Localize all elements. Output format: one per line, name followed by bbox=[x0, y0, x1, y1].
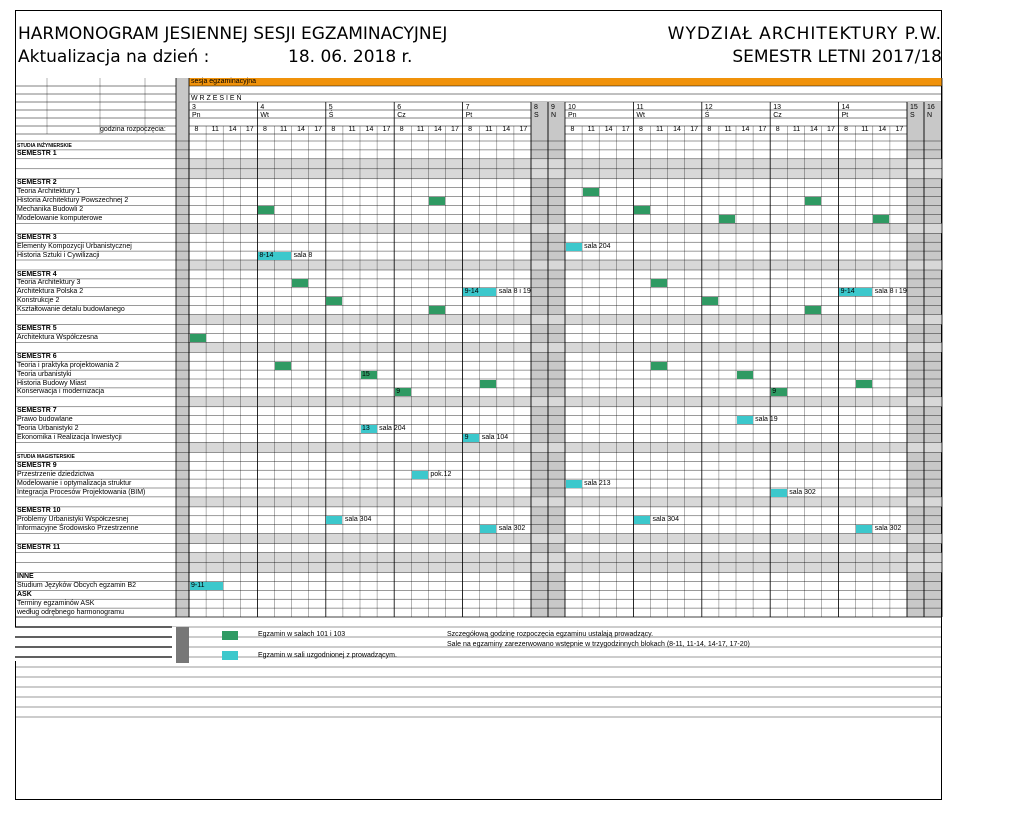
hour-label: 14 bbox=[809, 126, 818, 133]
hour-label: 8 bbox=[331, 126, 336, 133]
day-name: Cz bbox=[773, 112, 782, 119]
exam-room: sala 304 bbox=[344, 516, 372, 524]
row-label: Teoria Urbanistyki 2 bbox=[17, 425, 79, 433]
hour-label: 11 bbox=[792, 126, 801, 133]
exam-block bbox=[856, 380, 872, 388]
row-label: Teoria Architektury 1 bbox=[17, 188, 81, 196]
hour-label: 11 bbox=[416, 126, 425, 133]
hour-label: 8 bbox=[570, 126, 575, 133]
row-label: Konstrukcje 2 bbox=[17, 297, 60, 305]
row-label: Historia Budowy Miast bbox=[17, 379, 87, 387]
semester-name: SEMESTR LETNI 2017/18 bbox=[732, 47, 942, 67]
exam-block bbox=[258, 206, 274, 214]
separator-row bbox=[189, 159, 942, 169]
row-label: Integracja Procesów Projektowania (BIM) bbox=[17, 488, 146, 496]
exam-time: 9-14 bbox=[464, 288, 479, 296]
hour-label: 17 bbox=[621, 126, 630, 133]
day-number: 6 bbox=[397, 104, 402, 111]
hour-label: 17 bbox=[895, 126, 904, 133]
hour-label: 8 bbox=[844, 126, 849, 133]
start-hour-label: godzina rozpoczęcia: bbox=[100, 126, 166, 133]
hour-label: 8 bbox=[707, 126, 712, 133]
exam-block bbox=[190, 334, 206, 342]
row-label: SEMESTR 3 bbox=[17, 233, 57, 241]
legend-green-label: Egzamin w salach 101 i 103 bbox=[258, 631, 346, 638]
exam-time: 9 bbox=[464, 434, 469, 441]
row-label: Teoria i praktyka projektowania 2 bbox=[17, 361, 119, 369]
day-number: 3 bbox=[192, 104, 196, 111]
day-name: N bbox=[551, 112, 557, 119]
row-label: SEMESTR 11 bbox=[17, 544, 61, 552]
exam-time: 13 bbox=[362, 425, 370, 433]
exam-room: sala 302 bbox=[874, 525, 902, 533]
hour-label: 17 bbox=[690, 126, 699, 133]
update-date: 18. 06. 2018 r. bbox=[288, 47, 413, 67]
row-label: SEMESTR 9 bbox=[17, 461, 57, 469]
exam-block bbox=[651, 362, 667, 370]
hour-label: 11 bbox=[485, 126, 493, 133]
hour-label: 17 bbox=[827, 126, 835, 133]
exam-block bbox=[737, 371, 753, 379]
row-label: Modelowanie komputerowe bbox=[17, 214, 103, 222]
exam-room: pok.12 bbox=[430, 470, 452, 478]
row-label: SEMESTR 6 bbox=[17, 352, 57, 360]
exam-room: sala 213 bbox=[584, 479, 611, 487]
exam-block bbox=[873, 215, 889, 223]
row-label: SEMESTR 1 bbox=[17, 150, 57, 158]
exam-time: 9 bbox=[772, 388, 777, 396]
legend-note-1: Szczegółową godzinę rozpoczęcia egzaminu ustalają prowadzący. bbox=[447, 631, 654, 638]
exam-time: 9 bbox=[396, 388, 401, 396]
exam-time: 8-14 bbox=[259, 251, 274, 259]
exam-block bbox=[412, 471, 428, 479]
hour-label: 11 bbox=[211, 126, 219, 133]
row-label: Mechanika Budowli 2 bbox=[17, 206, 84, 213]
day-name: Ś bbox=[328, 112, 334, 119]
hour-label: 14 bbox=[433, 126, 442, 133]
day-number: 4 bbox=[260, 104, 265, 111]
row-label: Kształtowanie detalu budowlanego bbox=[17, 306, 125, 314]
exam-block bbox=[805, 197, 821, 205]
exam-room: sala 204 bbox=[379, 425, 406, 433]
exam-block bbox=[275, 362, 291, 370]
hour-label: 8 bbox=[638, 126, 643, 133]
exam-room: sala 8 i 19 bbox=[498, 288, 531, 296]
hour-label: 17 bbox=[245, 126, 254, 133]
exam-room: sala 8 i 19 bbox=[874, 288, 907, 296]
separator-row bbox=[189, 260, 942, 270]
day-name: Wt bbox=[260, 112, 269, 119]
separator-row bbox=[189, 315, 942, 325]
hour-label: 14 bbox=[673, 126, 681, 133]
hour-label: 17 bbox=[451, 126, 459, 133]
hour-label: 8 bbox=[262, 126, 267, 133]
row-label: Prawo budowlane bbox=[17, 416, 73, 424]
row-label: STUDIA MAGISTERSKIE bbox=[17, 453, 75, 460]
day-name: S bbox=[910, 112, 915, 119]
row-label: Architektura Współczesna bbox=[17, 333, 98, 341]
hour-label: 14 bbox=[228, 126, 237, 133]
row-label: Informacyjne Środowisko Przestrzenne bbox=[17, 525, 139, 533]
exam-block bbox=[702, 297, 718, 305]
row-label: Problemy Urbanistyki Współczesnej bbox=[17, 516, 129, 524]
separator-row bbox=[189, 442, 942, 452]
row-label: Przestrzenie dziedzictwa bbox=[17, 470, 95, 478]
exam-block bbox=[805, 306, 821, 314]
exam-block bbox=[480, 380, 496, 388]
row-label: Ekonomika i Realizacja Inwestycji bbox=[17, 434, 122, 441]
exam-block bbox=[480, 525, 496, 533]
separator-row bbox=[189, 169, 942, 179]
exam-block bbox=[737, 416, 753, 424]
separator-row bbox=[189, 397, 942, 407]
day-name: Pt bbox=[841, 112, 849, 119]
hour-label: 14 bbox=[604, 126, 613, 133]
row-label: według odrębnego harmonogramu bbox=[17, 608, 125, 616]
legend-left bbox=[15, 627, 176, 661]
hour-label: 14 bbox=[878, 126, 887, 133]
day-number: 15 bbox=[910, 104, 918, 111]
hour-label: 8 bbox=[399, 126, 404, 133]
exam-block bbox=[566, 480, 582, 488]
row-label: ASK bbox=[17, 590, 32, 598]
row-label: Elementy Kompozycji Urbanistycznej bbox=[17, 242, 132, 250]
exam-block bbox=[326, 297, 342, 305]
row-label: SEMESTR 5 bbox=[17, 325, 57, 332]
exam-block bbox=[634, 206, 650, 214]
hour-label: 11 bbox=[724, 126, 732, 133]
hour-label: 17 bbox=[758, 126, 767, 133]
day-number: 5 bbox=[328, 104, 333, 111]
day-name: Wt bbox=[636, 112, 645, 119]
update-label: Aktualizacja na dzień : bbox=[18, 47, 210, 67]
day-number: 11 bbox=[636, 104, 644, 111]
row-label: Architektura Polska 2 bbox=[17, 288, 84, 296]
row-label: Historia Sztuki i Cywilizacji bbox=[17, 251, 100, 259]
day-name: Pt bbox=[465, 112, 473, 119]
legend-dark-column bbox=[176, 627, 189, 663]
session-bar bbox=[189, 78, 942, 86]
exam-time: 9-14 bbox=[840, 288, 855, 296]
exam-time: 15 bbox=[362, 370, 370, 378]
page-title: HARMONOGRAM JESIENNEJ SESJI EGZAMINACYJNEJ bbox=[18, 24, 448, 44]
separator-row bbox=[189, 534, 942, 544]
day-number: 13 bbox=[773, 104, 781, 111]
hour-label: 11 bbox=[861, 126, 869, 133]
separator-row bbox=[189, 563, 942, 573]
legend-green-swatch bbox=[222, 631, 238, 640]
hour-label: 17 bbox=[314, 126, 323, 133]
row-label: Konserwacja i modernizacja bbox=[17, 388, 105, 396]
row-label: Historia Architektury Powszechnej 2 bbox=[17, 197, 129, 205]
legend-cyan-label: Egzamin w sali uzgodnionej z prowadzącym. bbox=[258, 652, 397, 659]
hour-label: 8 bbox=[468, 126, 473, 133]
hour-label: 8 bbox=[775, 126, 780, 133]
exam-room: sala 304 bbox=[652, 516, 679, 524]
exam-block bbox=[771, 489, 787, 497]
row-label: INNE bbox=[17, 573, 34, 580]
exam-block bbox=[634, 516, 650, 524]
row-label: Teoria urbanistyki bbox=[17, 370, 72, 378]
exam-room: sala 302 bbox=[789, 488, 816, 496]
exam-time: 9-11 bbox=[191, 581, 205, 589]
hour-label: 11 bbox=[348, 126, 356, 133]
exam-block bbox=[326, 516, 342, 524]
exam-block bbox=[429, 197, 445, 205]
day-number: 16 bbox=[927, 104, 935, 111]
exam-block bbox=[429, 306, 445, 314]
hour-label: 17 bbox=[382, 126, 391, 133]
row-label: SEMESTR 2 bbox=[17, 179, 57, 187]
row-label: SEMESTR 10 bbox=[17, 507, 61, 515]
exam-block bbox=[583, 188, 599, 196]
legend-cyan-swatch bbox=[222, 651, 238, 660]
day-name: Pn bbox=[192, 112, 201, 119]
hour-label: 11 bbox=[587, 126, 595, 133]
exam-room: sala 8 bbox=[293, 251, 313, 259]
day-name: Pn bbox=[568, 112, 577, 119]
row-label: STUDIA INŻYNIERSKIE bbox=[17, 142, 72, 149]
exam-room: sala 19 bbox=[755, 416, 778, 424]
separator-row bbox=[189, 497, 942, 507]
day-name: S bbox=[534, 112, 539, 119]
hour-label: 11 bbox=[656, 126, 664, 133]
hour-label: 14 bbox=[365, 126, 374, 133]
separator-row bbox=[189, 553, 942, 563]
hour-label: 17 bbox=[519, 126, 528, 133]
exam-block bbox=[856, 525, 872, 533]
exam-block bbox=[651, 279, 667, 287]
row-label: Modelowanie i optymalizacja struktur bbox=[17, 479, 132, 487]
legend-note-2: Sale na egzaminy zarezerwowano wstępnie w trzygodzinnych blokach (8-11, 11-14, 14-17, 17-20) bbox=[447, 641, 750, 648]
row-label: SEMESTR 4 bbox=[17, 270, 57, 278]
hour-label: 8 bbox=[194, 126, 199, 133]
day-number: 10 bbox=[568, 104, 576, 111]
month-label: W R Z E S I E Ń bbox=[191, 95, 242, 102]
hour-label: 14 bbox=[297, 126, 305, 133]
row-label: Terminy egzaminów ASK bbox=[17, 599, 95, 607]
row-label: SEMESTR 7 bbox=[17, 407, 57, 415]
exam-block bbox=[292, 279, 308, 287]
exam-block bbox=[566, 243, 582, 251]
separator-row bbox=[189, 223, 942, 233]
faculty-name: WYDZIAŁ ARCHITEKTURY P.W. bbox=[667, 24, 942, 44]
day-number: 8 bbox=[534, 104, 538, 111]
day-name: Cz bbox=[397, 112, 406, 119]
day-number: 14 bbox=[841, 104, 850, 111]
day-number: 7 bbox=[465, 104, 470, 111]
exam-room: sala 302 bbox=[498, 525, 526, 533]
hour-label: 11 bbox=[280, 126, 288, 133]
exam-block bbox=[719, 215, 735, 223]
day-number: 12 bbox=[704, 104, 713, 111]
day-number: 9 bbox=[551, 104, 555, 111]
hour-label: 14 bbox=[741, 126, 750, 133]
row-label: Studium Języków Obcych egzamin B2 bbox=[17, 581, 137, 589]
session-label: sesja egzaminacyjna bbox=[191, 78, 256, 85]
day-name: N bbox=[927, 112, 933, 119]
row-label: Teoria Architektury 3 bbox=[17, 279, 81, 287]
exam-room: sala 104 bbox=[481, 434, 509, 441]
exam-room: sala 204 bbox=[584, 242, 611, 250]
hour-label: 14 bbox=[502, 126, 511, 133]
separator-row bbox=[189, 342, 942, 352]
day-name: Ś bbox=[704, 112, 710, 119]
